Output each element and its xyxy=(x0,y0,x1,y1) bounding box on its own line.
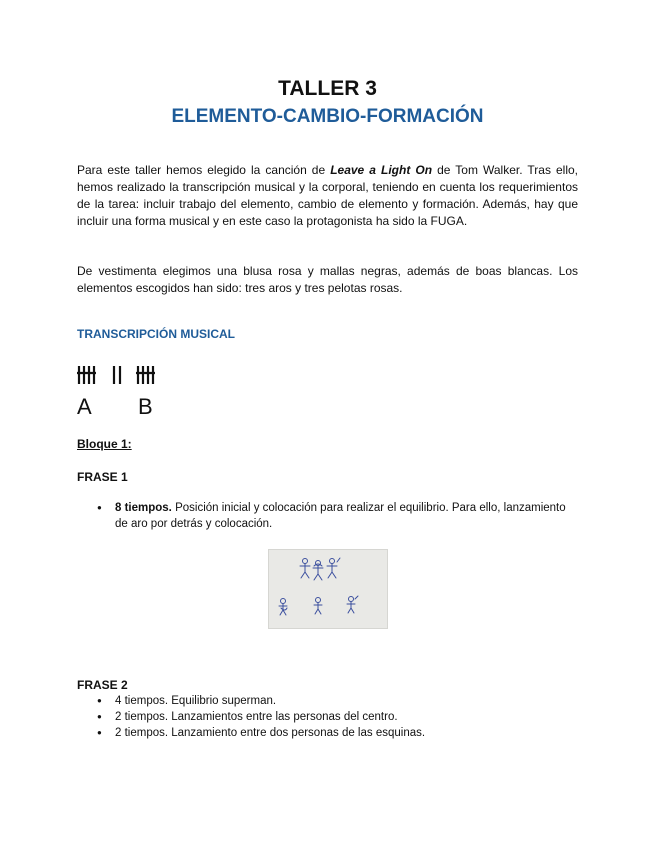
list-item: ● 2 tiempos. Lanzamientos entre las personas del centro. xyxy=(97,709,581,725)
frase-2-list xyxy=(97,693,581,741)
sketch-figure xyxy=(313,561,323,581)
frase-2-heading: FRASE 2 xyxy=(77,678,128,692)
page-subtitle: ELEMENTO-CAMBIO-FORMACIÓN xyxy=(171,106,484,127)
costume-paragraph: De vestimenta elegimos una blusa rosa y mallas negras, además de boas blancas. Los elementos escogidos han sido: tres aros y tres pelotas rosas. xyxy=(77,264,578,295)
rhythm-notation xyxy=(77,362,197,388)
sketch-figure xyxy=(314,598,322,615)
list-item xyxy=(97,500,581,532)
sketch-figure xyxy=(279,599,287,616)
intro-text-start: Para este taller hemos elegido la canción de xyxy=(77,163,331,177)
form-letter-b: B xyxy=(138,394,153,419)
formation-sketch-image xyxy=(268,549,388,629)
intro-text-end: de Tom Walker. Tras ello, hemos realizado la transcripción musical y la corporal, teniendo en cuenta los requerimientos de la tarea: incluir trabajo del elemento, cambio de elemento y formación. Además, hay que incluir una forma musical y en este caso la protagonista ha sido la FUGA. xyxy=(77,163,579,228)
sketch-figure xyxy=(347,596,358,613)
song-title: Leave a Light On xyxy=(330,163,433,177)
bloque-1-heading: Bloque 1: xyxy=(77,437,132,451)
intro-paragraph xyxy=(77,162,578,230)
list-item: ● 4 tiempos. Equilibrio superman. xyxy=(97,693,581,709)
section-heading-transcripcion: TRANSCRIPCIÓN MUSICAL xyxy=(77,327,235,341)
page-title: TALLER 3 xyxy=(278,77,377,100)
list-item: ● 2 tiempos. Lanzamiento entre dos personas de las esquinas. xyxy=(97,725,581,741)
frase-1-heading: FRASE 1 xyxy=(77,470,128,484)
sketch-figure xyxy=(300,559,310,579)
form-letter-a: A xyxy=(77,394,92,419)
frase-1-list xyxy=(97,500,581,532)
list-item-text: Posición inicial y colocación para realizar el equilibrio. Para ello, lanzamiento de aro por detrás y colocación. xyxy=(115,502,566,530)
sketch-figure xyxy=(327,558,340,578)
list-item-bold: 8 tiempos. xyxy=(115,502,172,514)
